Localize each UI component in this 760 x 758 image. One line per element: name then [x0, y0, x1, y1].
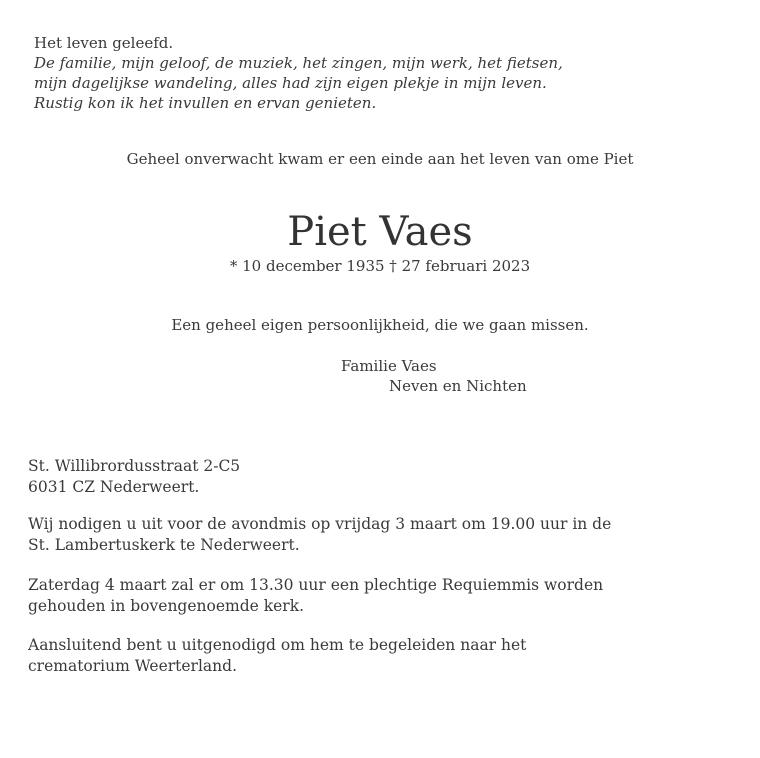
intro-text: Geheel onverwacht kwam er een einde aan het leven van ome Piet	[126, 150, 634, 168]
opening-poem	[34, 33, 563, 113]
paragraph-line: crematorium Weerterland.	[28, 656, 238, 675]
tagline: Een geheel eigen persoonlijkheid, die we gaan missen.	[171, 316, 589, 334]
requiem-paragraph	[28, 575, 603, 616]
paragraph-line: gehouden in bovengenoemde kerk.	[28, 596, 305, 615]
paragraph-line: Wij nodigen u uit voor de avondmis op vrijdag 3 maart om 19.00 uur in de	[28, 515, 612, 533]
paragraph-line: Aansluitend bent u uitgenodigd om hem te begeleiden naar het	[28, 636, 527, 654]
paragraph-line: St. Lambertuskerk te Nederweert.	[28, 535, 300, 554]
evening-mass-paragraph	[28, 514, 611, 555]
cremation-paragraph	[28, 635, 526, 676]
address-block	[28, 456, 240, 497]
paragraph-line: Zaterdag 4 maart zal er om 13.30 uur een plechtige Requiemmis worden	[28, 576, 604, 594]
signatory-relatives: Neven en Nichten	[389, 377, 527, 395]
address-city: 6031 CZ Nederweert.	[28, 477, 200, 496]
signatory-family: Familie Vaes	[341, 357, 437, 375]
poem-line-3: mijn dagelijkse wandeling, alles had zijn eigen plekje in mijn leven.	[34, 74, 547, 92]
address-street: St. Willibrordusstraat 2-C5	[28, 457, 241, 475]
poem-line-4: Rustig kon ik het invullen en ervan genieten.	[34, 94, 377, 112]
poem-line-2: De familie, mijn geloof, de muziek, het zingen, mijn werk, het fietsen,	[34, 54, 563, 72]
life-dates: * 10 december 1935 † 27 februari 2023	[229, 257, 531, 275]
poem-line-1: Het leven geleefd.	[34, 34, 174, 52]
deceased-name: Piet Vaes	[287, 209, 473, 255]
